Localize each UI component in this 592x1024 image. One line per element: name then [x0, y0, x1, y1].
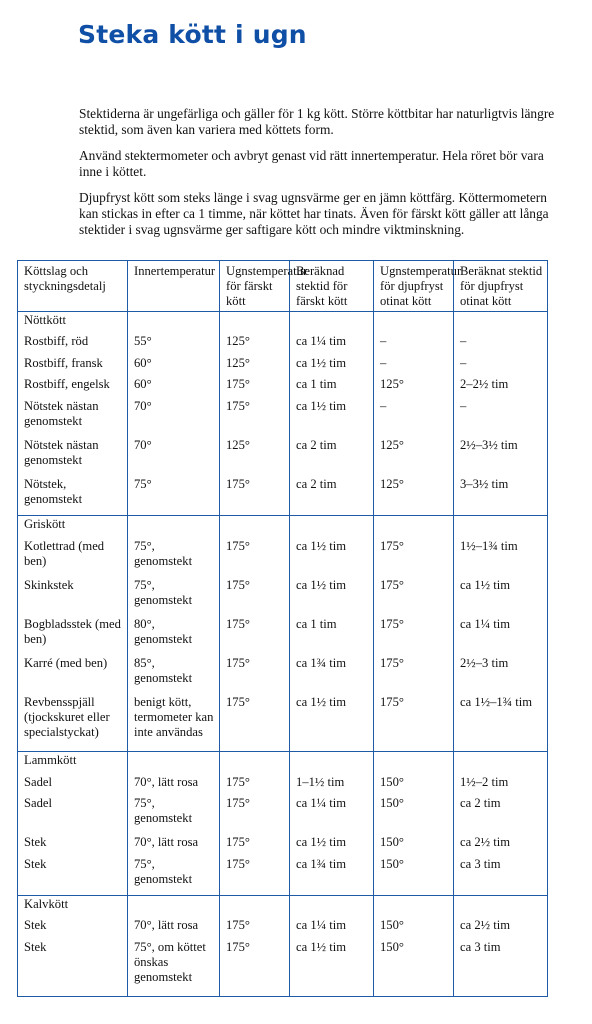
table-cell: –	[374, 333, 454, 354]
table-cell: 125°	[220, 355, 290, 376]
table-cell: 75°, genomstekt	[128, 538, 220, 577]
table-cell: benigt kött, termometer kan inte användas	[128, 694, 220, 752]
table-cell: –	[454, 333, 548, 354]
table-cell: 80°, genomstekt	[128, 616, 220, 655]
table-cell: 175°	[374, 655, 454, 694]
table-cell: ca 1½–1¾ tim	[454, 694, 548, 752]
table-cell: Revbensspjäll (tjockskuret eller specialstyckat)	[18, 694, 128, 752]
table-row	[18, 538, 548, 577]
table-cell: 175°	[220, 538, 290, 577]
table-cell: 1–1½ tim	[290, 774, 374, 795]
table-cell	[454, 516, 548, 538]
table-row	[18, 355, 548, 376]
table-row	[18, 577, 548, 616]
table-row	[18, 694, 548, 752]
table-cell: 150°	[374, 917, 454, 938]
table-cell: 175°	[374, 694, 454, 752]
table-cell	[374, 895, 454, 917]
section-title: Nöttkött	[18, 312, 128, 334]
table-cell: Stek	[18, 939, 128, 997]
table-cell: ca 3 tim	[454, 856, 548, 896]
table-cell: 2½–3 tim	[454, 655, 548, 694]
table-cell: ca 1½ tim	[290, 694, 374, 752]
table-cell	[290, 752, 374, 774]
table-cell: Stek	[18, 917, 128, 938]
table-cell: ca 1½ tim	[290, 834, 374, 855]
table-cell: 175°	[220, 795, 290, 834]
table-cell: 55°	[128, 333, 220, 354]
table-cell: 175°	[220, 856, 290, 896]
table-cell: 175°	[220, 476, 290, 516]
table-cell	[454, 312, 548, 334]
table-cell: 175°	[220, 376, 290, 397]
table-cell: ca 3 tim	[454, 939, 548, 997]
table-cell: 150°	[374, 856, 454, 896]
table-cell: ca 1½ tim	[290, 577, 374, 616]
intro-paragraph: Djupfryst kött som steks länge i svag ugnsvärme ger en jämn köttfärg. Köttermometern kan stickas in efter ca 1 timme, när köttet har tinats. Även för färskt kött gäller att långa stektider i svag ugnsvärme ger saftigare kött och mindre viktminskning.	[79, 190, 549, 237]
table-row	[18, 655, 548, 694]
table-cell: 150°	[374, 795, 454, 834]
table-cell: ca 2 tim	[290, 476, 374, 516]
table-row	[18, 398, 548, 437]
table-cell: ca 1½ tim	[290, 538, 374, 577]
table-cell	[220, 752, 290, 774]
table-cell: ca 1½ tim	[290, 398, 374, 437]
table-row	[18, 437, 548, 476]
table-cell: –	[454, 355, 548, 376]
column-header: Beräknad stektid för färskt kött	[290, 261, 374, 312]
table-cell: ca 1 tim	[290, 616, 374, 655]
table-cell: 175°	[220, 398, 290, 437]
table-cell: ca 1 tim	[290, 376, 374, 397]
table-cell: 70°, lätt rosa	[128, 774, 220, 795]
table-cell: ca 1¼ tim	[290, 917, 374, 938]
table-cell: 75°, genomstekt	[128, 577, 220, 616]
table-cell: 175°	[220, 694, 290, 752]
table-cell	[220, 312, 290, 334]
table-cell: ca 1¾ tim	[290, 655, 374, 694]
table-cell: ca 1½ tim	[290, 355, 374, 376]
table-cell: –	[454, 398, 548, 437]
table-cell: Nötstek nästan genomstekt	[18, 398, 128, 437]
section-title: Griskött	[18, 516, 128, 538]
table-cell: ca 2½ tim	[454, 917, 548, 938]
table-cell: 175°	[220, 616, 290, 655]
table-cell: 175°	[374, 538, 454, 577]
table-cell: Rostbiff, röd	[18, 333, 128, 354]
table-cell: Stek	[18, 856, 128, 896]
intro-paragraph: Stektiderna är ungefärliga och gäller för 1 kg kött. Större köttbitar har naturligtvis längre stektid, som även kan variera med köttets form.	[79, 106, 555, 137]
section-title: Kalvkött	[18, 895, 128, 917]
table-row	[18, 795, 548, 834]
table-cell: 2½–3½ tim	[454, 437, 548, 476]
table-cell: ca 1¼ tim	[290, 795, 374, 834]
table-cell: –	[374, 398, 454, 437]
table-cell: Bogbladsstek (med ben)	[18, 616, 128, 655]
table-cell: 175°	[220, 917, 290, 938]
table-cell	[128, 895, 220, 917]
table-cell: 75°, genomstekt	[128, 856, 220, 896]
table-row	[18, 333, 548, 354]
table-row	[18, 616, 548, 655]
table-cell: Karré (med ben)	[18, 655, 128, 694]
section-header-row	[18, 895, 548, 917]
table-cell: 175°	[374, 577, 454, 616]
table-cell: 70°	[128, 398, 220, 437]
column-header: Ugnstemperatur för djupfryst otinat kött	[374, 261, 454, 312]
section-title: Lammkött	[18, 752, 128, 774]
table-header-row	[18, 261, 548, 312]
table-cell: 150°	[374, 774, 454, 795]
table-cell: 60°	[128, 376, 220, 397]
table-cell: 175°	[220, 655, 290, 694]
table-cell	[454, 752, 548, 774]
table-cell: 70°, lätt rosa	[128, 917, 220, 938]
table-cell	[374, 752, 454, 774]
table-cell	[454, 895, 548, 917]
table-cell	[374, 312, 454, 334]
table-cell	[220, 516, 290, 538]
table-cell: 70°, lätt rosa	[128, 834, 220, 855]
column-header: Ugnstemperatur för färskt kött	[220, 261, 290, 312]
table-cell: 70°	[128, 437, 220, 476]
table-cell: 175°	[220, 939, 290, 997]
table-cell: 125°	[374, 476, 454, 516]
page-title: Steka kött i ugn	[78, 20, 307, 49]
table-cell: 175°	[220, 834, 290, 855]
table-cell: ca 2 tim	[454, 795, 548, 834]
table-row	[18, 834, 548, 855]
table-cell: 175°	[374, 616, 454, 655]
table-cell: Sadel	[18, 774, 128, 795]
column-header: Köttslag och styckningsdetalj	[18, 261, 128, 312]
table-cell: Rostbiff, engelsk	[18, 376, 128, 397]
table-cell: Nötstek nästan genomstekt	[18, 437, 128, 476]
table-row	[18, 774, 548, 795]
table-cell	[128, 312, 220, 334]
table-cell	[128, 516, 220, 538]
section-header-row	[18, 516, 548, 538]
roasting-table	[17, 260, 548, 997]
table-row	[18, 917, 548, 938]
table-cell	[290, 312, 374, 334]
table-cell: Kotlettrad (med ben)	[18, 538, 128, 577]
table-cell: 150°	[374, 834, 454, 855]
table-cell: 125°	[374, 376, 454, 397]
table-cell: Stek	[18, 834, 128, 855]
table-cell: ca 2 tim	[290, 437, 374, 476]
table-cell: 175°	[220, 577, 290, 616]
section-header-row	[18, 312, 548, 334]
table-cell: 125°	[220, 437, 290, 476]
table-cell	[374, 516, 454, 538]
table-cell: 3–3½ tim	[454, 476, 548, 516]
table-cell: Rostbiff, fransk	[18, 355, 128, 376]
table-cell: 1½–1¾ tim	[454, 538, 548, 577]
table-row	[18, 476, 548, 516]
table-cell: 75°, genomstekt	[128, 795, 220, 834]
table-cell	[290, 895, 374, 917]
table-row	[18, 376, 548, 397]
table-cell: ca 2½ tim	[454, 834, 548, 855]
table-body	[18, 312, 548, 997]
table-cell: 75°	[128, 476, 220, 516]
table-cell: 150°	[374, 939, 454, 997]
section-header-row	[18, 752, 548, 774]
table-cell	[290, 516, 374, 538]
table-cell: ca 1½ tim	[454, 577, 548, 616]
table-cell: 2–2½ tim	[454, 376, 548, 397]
table-row	[18, 939, 548, 997]
table-cell: Skinkstek	[18, 577, 128, 616]
table-cell: 175°	[220, 774, 290, 795]
table-cell: ca 1¼ tim	[454, 616, 548, 655]
column-header: Beräknat stektid för djupfryst otinat kött	[454, 261, 548, 312]
table-cell: 85°, genomstekt	[128, 655, 220, 694]
table-cell: 60°	[128, 355, 220, 376]
table-cell: ca 1½ tim	[290, 939, 374, 997]
table-cell	[128, 752, 220, 774]
table-cell	[220, 895, 290, 917]
table-cell: ca 1¼ tim	[290, 333, 374, 354]
table-cell: 125°	[374, 437, 454, 476]
table-cell: –	[374, 355, 454, 376]
table-row	[18, 856, 548, 896]
table-cell: ca 1¾ tim	[290, 856, 374, 896]
intro-paragraph: Använd stektermometer och avbryt genast vid rätt innertemperatur. Hela röret bör vara inne i köttet.	[79, 148, 544, 179]
table-cell: 1½–2 tim	[454, 774, 548, 795]
table-cell: 75°, om köttet önskas genomstekt	[128, 939, 220, 997]
intro-text	[79, 106, 557, 248]
table-cell: 125°	[220, 333, 290, 354]
table-cell: Nötstek, genomstekt	[18, 476, 128, 516]
column-header: Innertemperatur	[128, 261, 220, 312]
table-cell: Sadel	[18, 795, 128, 834]
